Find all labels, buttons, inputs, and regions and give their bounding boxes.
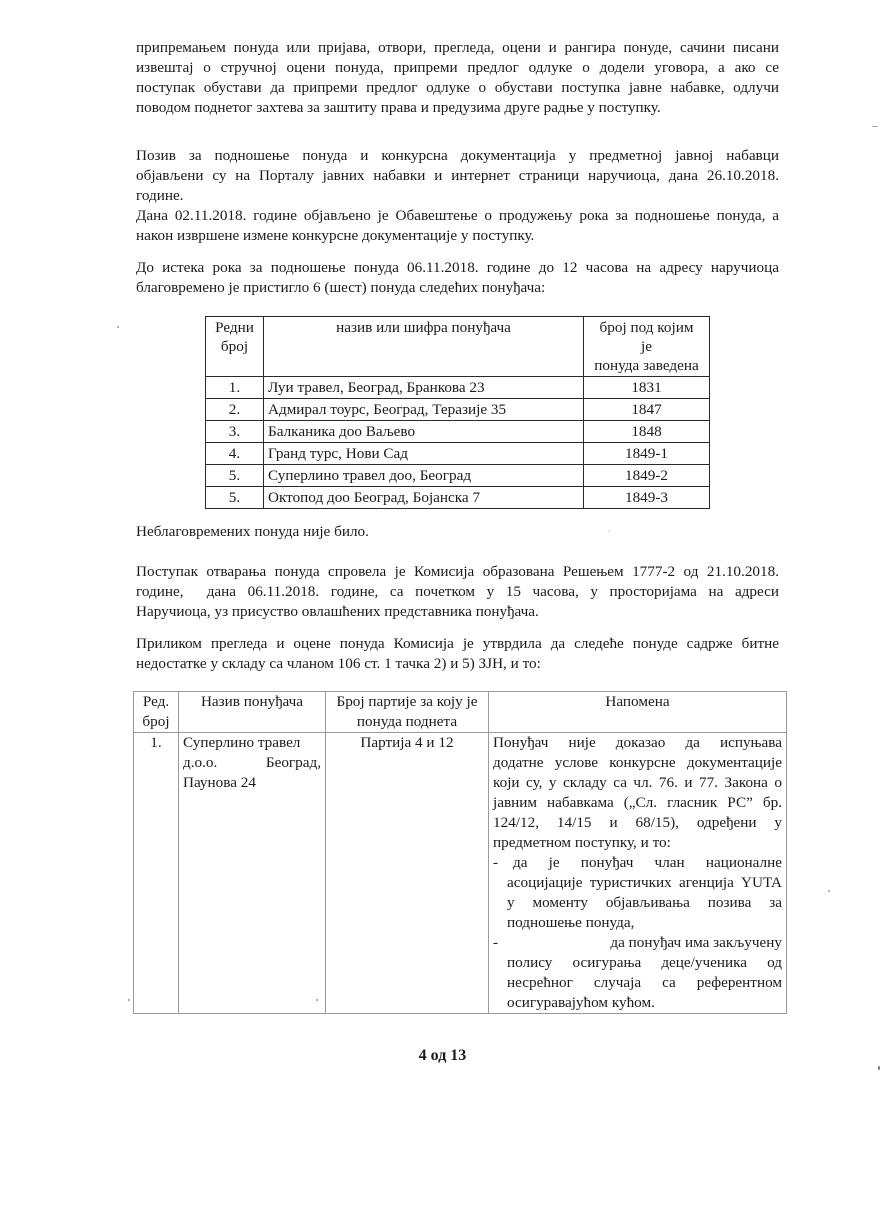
- cell-registration: 1849-3: [584, 487, 710, 509]
- text-line: поводом поднетог захтева за заштиту права и предузима друге радње у поступку.: [136, 99, 661, 116]
- bullet-first-line: [493, 933, 782, 953]
- header-note: Напомена: [489, 692, 787, 733]
- text-line: 124/12, 14/15 и 68/15), одређени у: [493, 814, 782, 831]
- cell-name: Балканика доо Ваљево: [264, 421, 584, 443]
- header-text: понуда заведена: [594, 357, 699, 374]
- paragraph-opening-procedure: [136, 562, 779, 622]
- cell-name: [179, 733, 326, 1014]
- paragraph-invitation-published: [136, 146, 779, 246]
- text-line: Приликом прегледа и оцене понуда Комисија је утврдила да следеће понуде садрже битне: [136, 635, 779, 652]
- text-line: Наручиоца, уз присуство овлашћених представника понуђача.: [136, 603, 539, 620]
- cell-note: [489, 733, 787, 1014]
- dash-bullet-icon: -: [493, 854, 499, 871]
- header-text: Ред.: [142, 693, 170, 710]
- cell-number: 5.: [206, 487, 264, 509]
- defects-table-header: [134, 692, 787, 733]
- text-line: Позив за подношење понуда и конкурсна документација у предметној јавној набавци: [136, 147, 779, 164]
- text-line: објављени су на Порталу јавних набавки и интернет страници наручиоца, дана 26.10.2018.: [136, 167, 779, 184]
- text-line: Паунова 24: [183, 774, 256, 791]
- header-text: понуда поднета: [356, 713, 458, 730]
- cell-number: 4.: [206, 443, 264, 465]
- scan-speck: [828, 890, 830, 892]
- scan-speck: [878, 1066, 880, 1070]
- text-line: осигуравајућом кућом.: [507, 994, 655, 1011]
- text-line: додатне услове конкурсне документације: [493, 754, 782, 771]
- table-row: [206, 399, 710, 421]
- text-line: Поступак отварања понуда спровела је Комисија образована Решењем 1777-2 од 21.10.2018.: [136, 563, 779, 580]
- offers-table-header: [206, 317, 710, 377]
- header-text: Број партије за коју је: [336, 693, 478, 710]
- scan-speck: [872, 126, 878, 127]
- header-text: Редни: [215, 319, 254, 336]
- text-line: припремањем понуда или пријава, отвори, прегледа, оцени и рангира понуде, сачини писани: [136, 39, 779, 56]
- cell-number: 1.: [206, 377, 264, 399]
- cell-registration: 1848: [584, 421, 710, 443]
- text-line: извештај о стручној оцени понуда, припреми предлог одлуке о додели уговора, а ако се: [136, 59, 779, 76]
- header-number: [134, 692, 179, 733]
- page-number: 4 од 13: [418, 1047, 467, 1064]
- table-row: [206, 487, 710, 509]
- header-text: број под којим: [599, 319, 694, 336]
- text-line: полису осигурања деце/ученика од: [507, 954, 782, 971]
- paragraph-no-late-offers: [136, 522, 779, 542]
- paragraph-offers-received: [136, 258, 779, 298]
- text-line: Дана 02.11.2018. године објављено је Обавештење о продужењу рока за подношење понуда, а: [136, 207, 779, 224]
- cell-registration: 1849-2: [584, 465, 710, 487]
- cell-number: 1.: [134, 733, 179, 1014]
- text-line: да понуђач има закључену: [610, 934, 782, 951]
- text-line: који су, у складу са чл. 76. и 77. Закона о: [493, 774, 782, 791]
- header-text: је: [641, 338, 652, 355]
- table-row: [206, 421, 710, 443]
- text-line: да је понуђач члан националне: [513, 854, 782, 871]
- table-row: [206, 377, 710, 399]
- text-line: благовремено је пристигло 6 (шест) понуда следећих понуђача:: [136, 279, 546, 296]
- cell-registration: 1831: [584, 377, 710, 399]
- cell-name: Адмирал тоурс, Београд, Теразије 35: [264, 399, 584, 421]
- cell-number: 3.: [206, 421, 264, 443]
- text-line: након извршене измене конкурсне документације у поступку.: [136, 227, 535, 244]
- table-row: [134, 733, 787, 1014]
- text-line: у моменту објављивања позива за: [507, 894, 782, 911]
- offers-table: [205, 316, 710, 509]
- header-name: Назив понуђача: [179, 692, 326, 733]
- header-number: [206, 317, 264, 377]
- scan-speck: [608, 530, 610, 532]
- header-text: број: [220, 338, 249, 355]
- text-line: Суперлино травел: [183, 734, 301, 751]
- text-line: предметном поступку, и то:: [493, 834, 671, 851]
- cell-registration: 1847: [584, 399, 710, 421]
- defects-table: [133, 691, 787, 1014]
- header-lot: [326, 692, 489, 733]
- cell-number: 2.: [206, 399, 264, 421]
- scan-speck: [128, 999, 130, 1001]
- scan-speck: [316, 999, 318, 1001]
- cell-lot: Партија 4 и 12: [326, 733, 489, 1014]
- text-line: До истека рока за подношење понуда 06.11.2018. године до 12 часова на адресу наручиоца: [136, 259, 779, 276]
- header-name: назив или шифра понуђача: [264, 317, 584, 377]
- text-line: подношење понуда,: [507, 914, 635, 931]
- bullet-first-line: [493, 853, 782, 873]
- bullet-item: [493, 933, 782, 1013]
- text-line: асоцијације туристичких агенција YUTA: [507, 874, 782, 891]
- table-row: [206, 465, 710, 487]
- cell-number: 5.: [206, 465, 264, 487]
- text-line: јавним набавкама („Сл. гласник РС” бр.: [493, 794, 782, 811]
- table-row: [206, 443, 710, 465]
- text-line: недостатке у складу са чланом 106 ст. 1 тачка 2) и 5) ЗЈН, и то:: [136, 655, 541, 672]
- cell-registration: 1849-1: [584, 443, 710, 465]
- dash-bullet-icon: -: [493, 934, 499, 951]
- text-line: поступак обустави да припреми предлог одлуке о обустави поступка јавне набавке, одлучи: [136, 79, 779, 96]
- bullet-item: [493, 853, 782, 933]
- scan-speck: [117, 326, 119, 328]
- paragraph-defects-found: [136, 634, 779, 674]
- header-text: број: [142, 713, 170, 730]
- text-line: Понуђач није доказао да испуњава: [493, 734, 782, 751]
- cell-name: Луи травел, Београд, Бранкова 23: [264, 377, 584, 399]
- cell-name: Суперлино травел доо, Београд: [264, 465, 584, 487]
- header-registration: [584, 317, 710, 377]
- text-line: године, дана 06.11.2018. године, са почетком у 15 часова, у просторијама на адреси: [136, 583, 779, 600]
- text-line: Неблаговремених понуда није било.: [136, 523, 369, 540]
- cell-name: Октопод доо Београд, Бојанска 7: [264, 487, 584, 509]
- paragraph-commission-duties: [136, 38, 779, 118]
- text-line: несрећног случаја са референтном: [507, 974, 782, 991]
- text-line: године.: [136, 187, 184, 204]
- cell-name: Гранд турс, Нови Сад: [264, 443, 584, 465]
- text-line: д.о.о. Београд,: [183, 754, 321, 771]
